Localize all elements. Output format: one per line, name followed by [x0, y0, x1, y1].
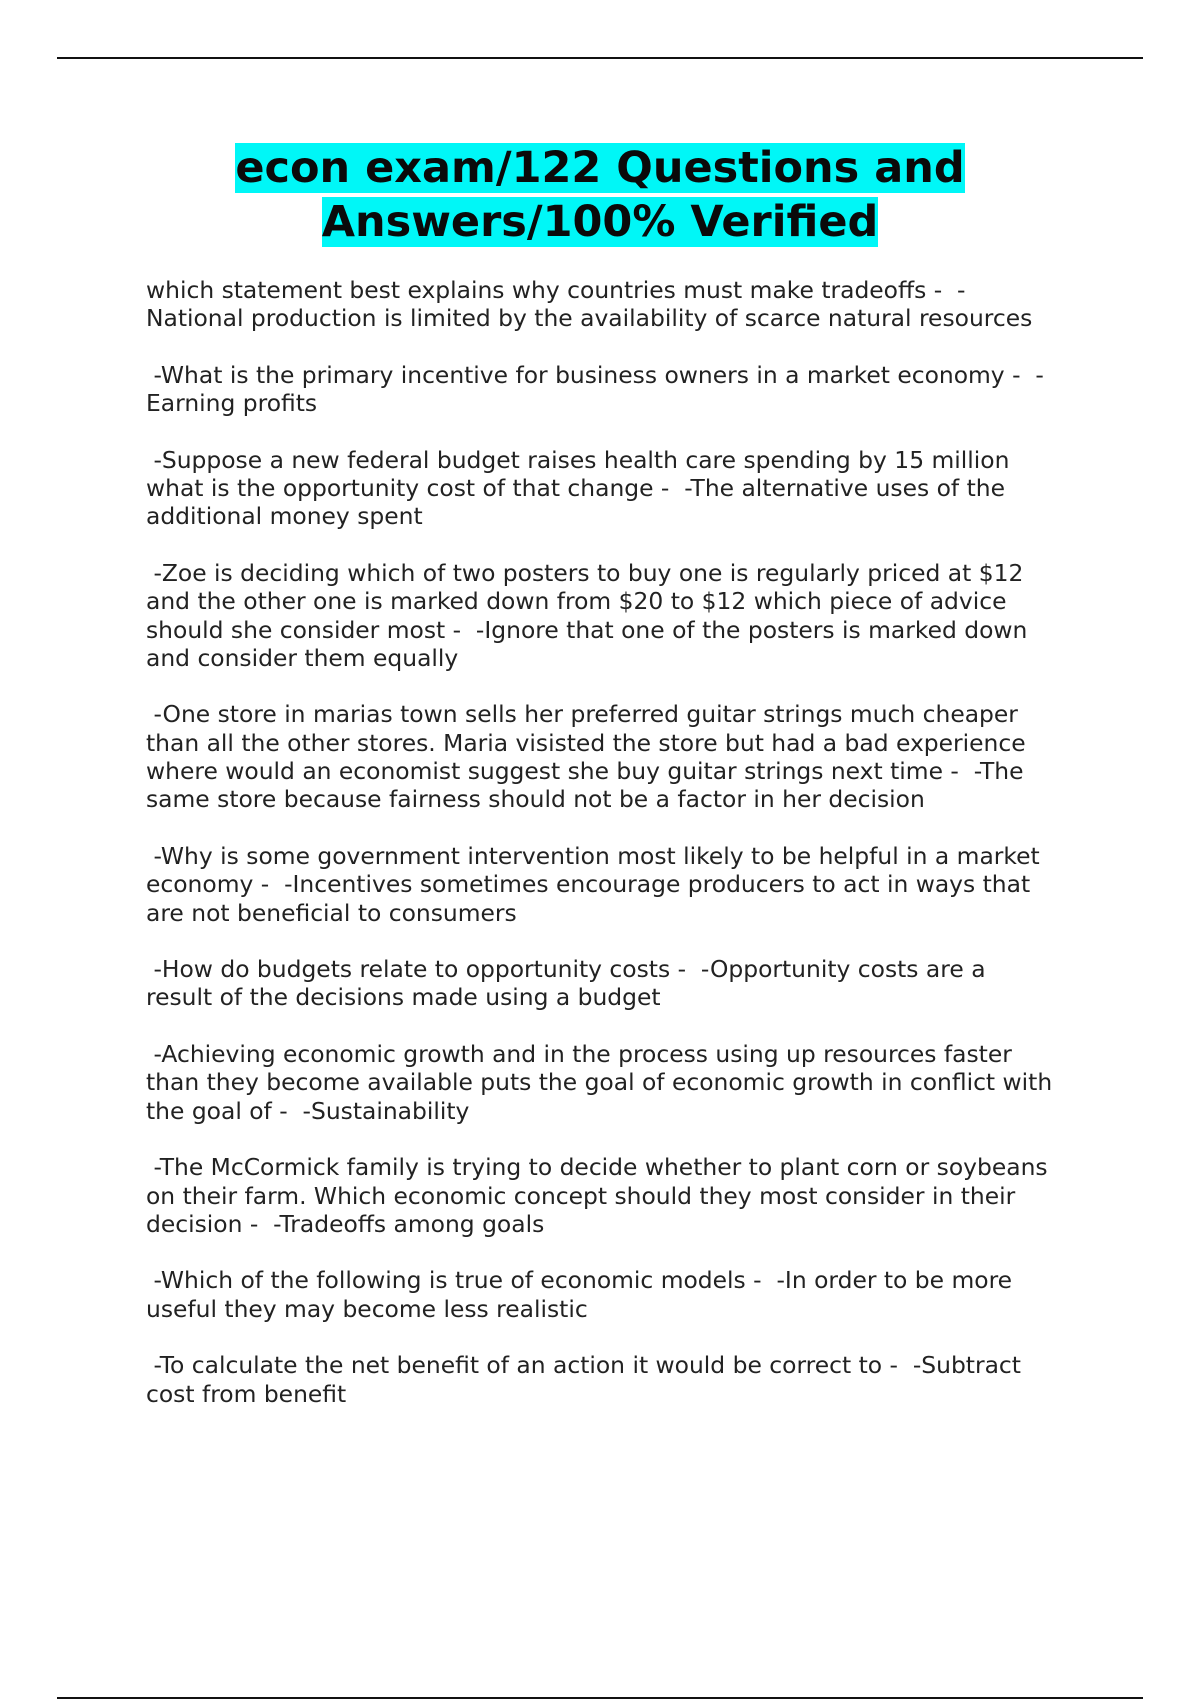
bottom-rule — [57, 1697, 1143, 1699]
qa-item: -To calculate the net benefit of an action it would be correct to - -Subtract cost from benefit — [146, 1351, 1021, 1408]
title-line-1: econ exam/122 Questions and — [235, 143, 965, 193]
top-rule — [57, 57, 1143, 59]
qa-item: -What is the primary incentive for business owners in a market economy - - Earning profits — [146, 360, 1044, 418]
qa-item: -The McCormick family is trying to decide whether to plant corn or soybeans on their farm. Which economic concept should they most consider in their decision - -Tradeoffs among goals — [146, 1153, 1048, 1238]
qa-item: -Suppose a new federal budget raises health care spending by 15 million what is the opportunity cost of that change - -The alternative uses of the additional money spent — [146, 445, 1010, 531]
qa-item: -How do budgets relate to opportunity costs - -Opportunity costs are a result of the decisions made using a budget — [146, 955, 986, 1012]
qa-item: -One store in marias town sells her preferred guitar strings much cheaper than all the other stores. Maria visisted the store but had a bad experience where would an economist suggest she buy guitar strings next time - -The same store because fairness should not be a factor in her decision — [146, 700, 1026, 814]
qa-list — [146, 276, 1096, 1436]
qa-item: which statement best explains why countries must make tradeoffs - - National production is limited by the availability of scarce natural resources — [146, 276, 1033, 333]
qa-item: -Achieving economic growth and in the process using up resources faster than they become available puts the goal of economic growth in conflict with the goal of - -Sustainability — [146, 1040, 1053, 1125]
qa-item: -Which of the following is true of economic models - -In order to be more useful they may become less realistic — [146, 1266, 1013, 1323]
qa-item: -Zoe is deciding which of two posters to buy one is regularly priced at $12 and the other one is marked down from $20 to $12 which piece of advice should she consider most - -Ignore that one of the posters is marked down and consider them equally — [146, 558, 1028, 672]
document-title — [80, 141, 1120, 249]
qa-item: -Why is some government intervention most likely to be helpful in a market economy - -Incentives sometimes encourage producers to act in ways that are not beneficial to consumers — [146, 841, 1040, 927]
title-line-2: Answers/100% Verified — [321, 197, 879, 247]
